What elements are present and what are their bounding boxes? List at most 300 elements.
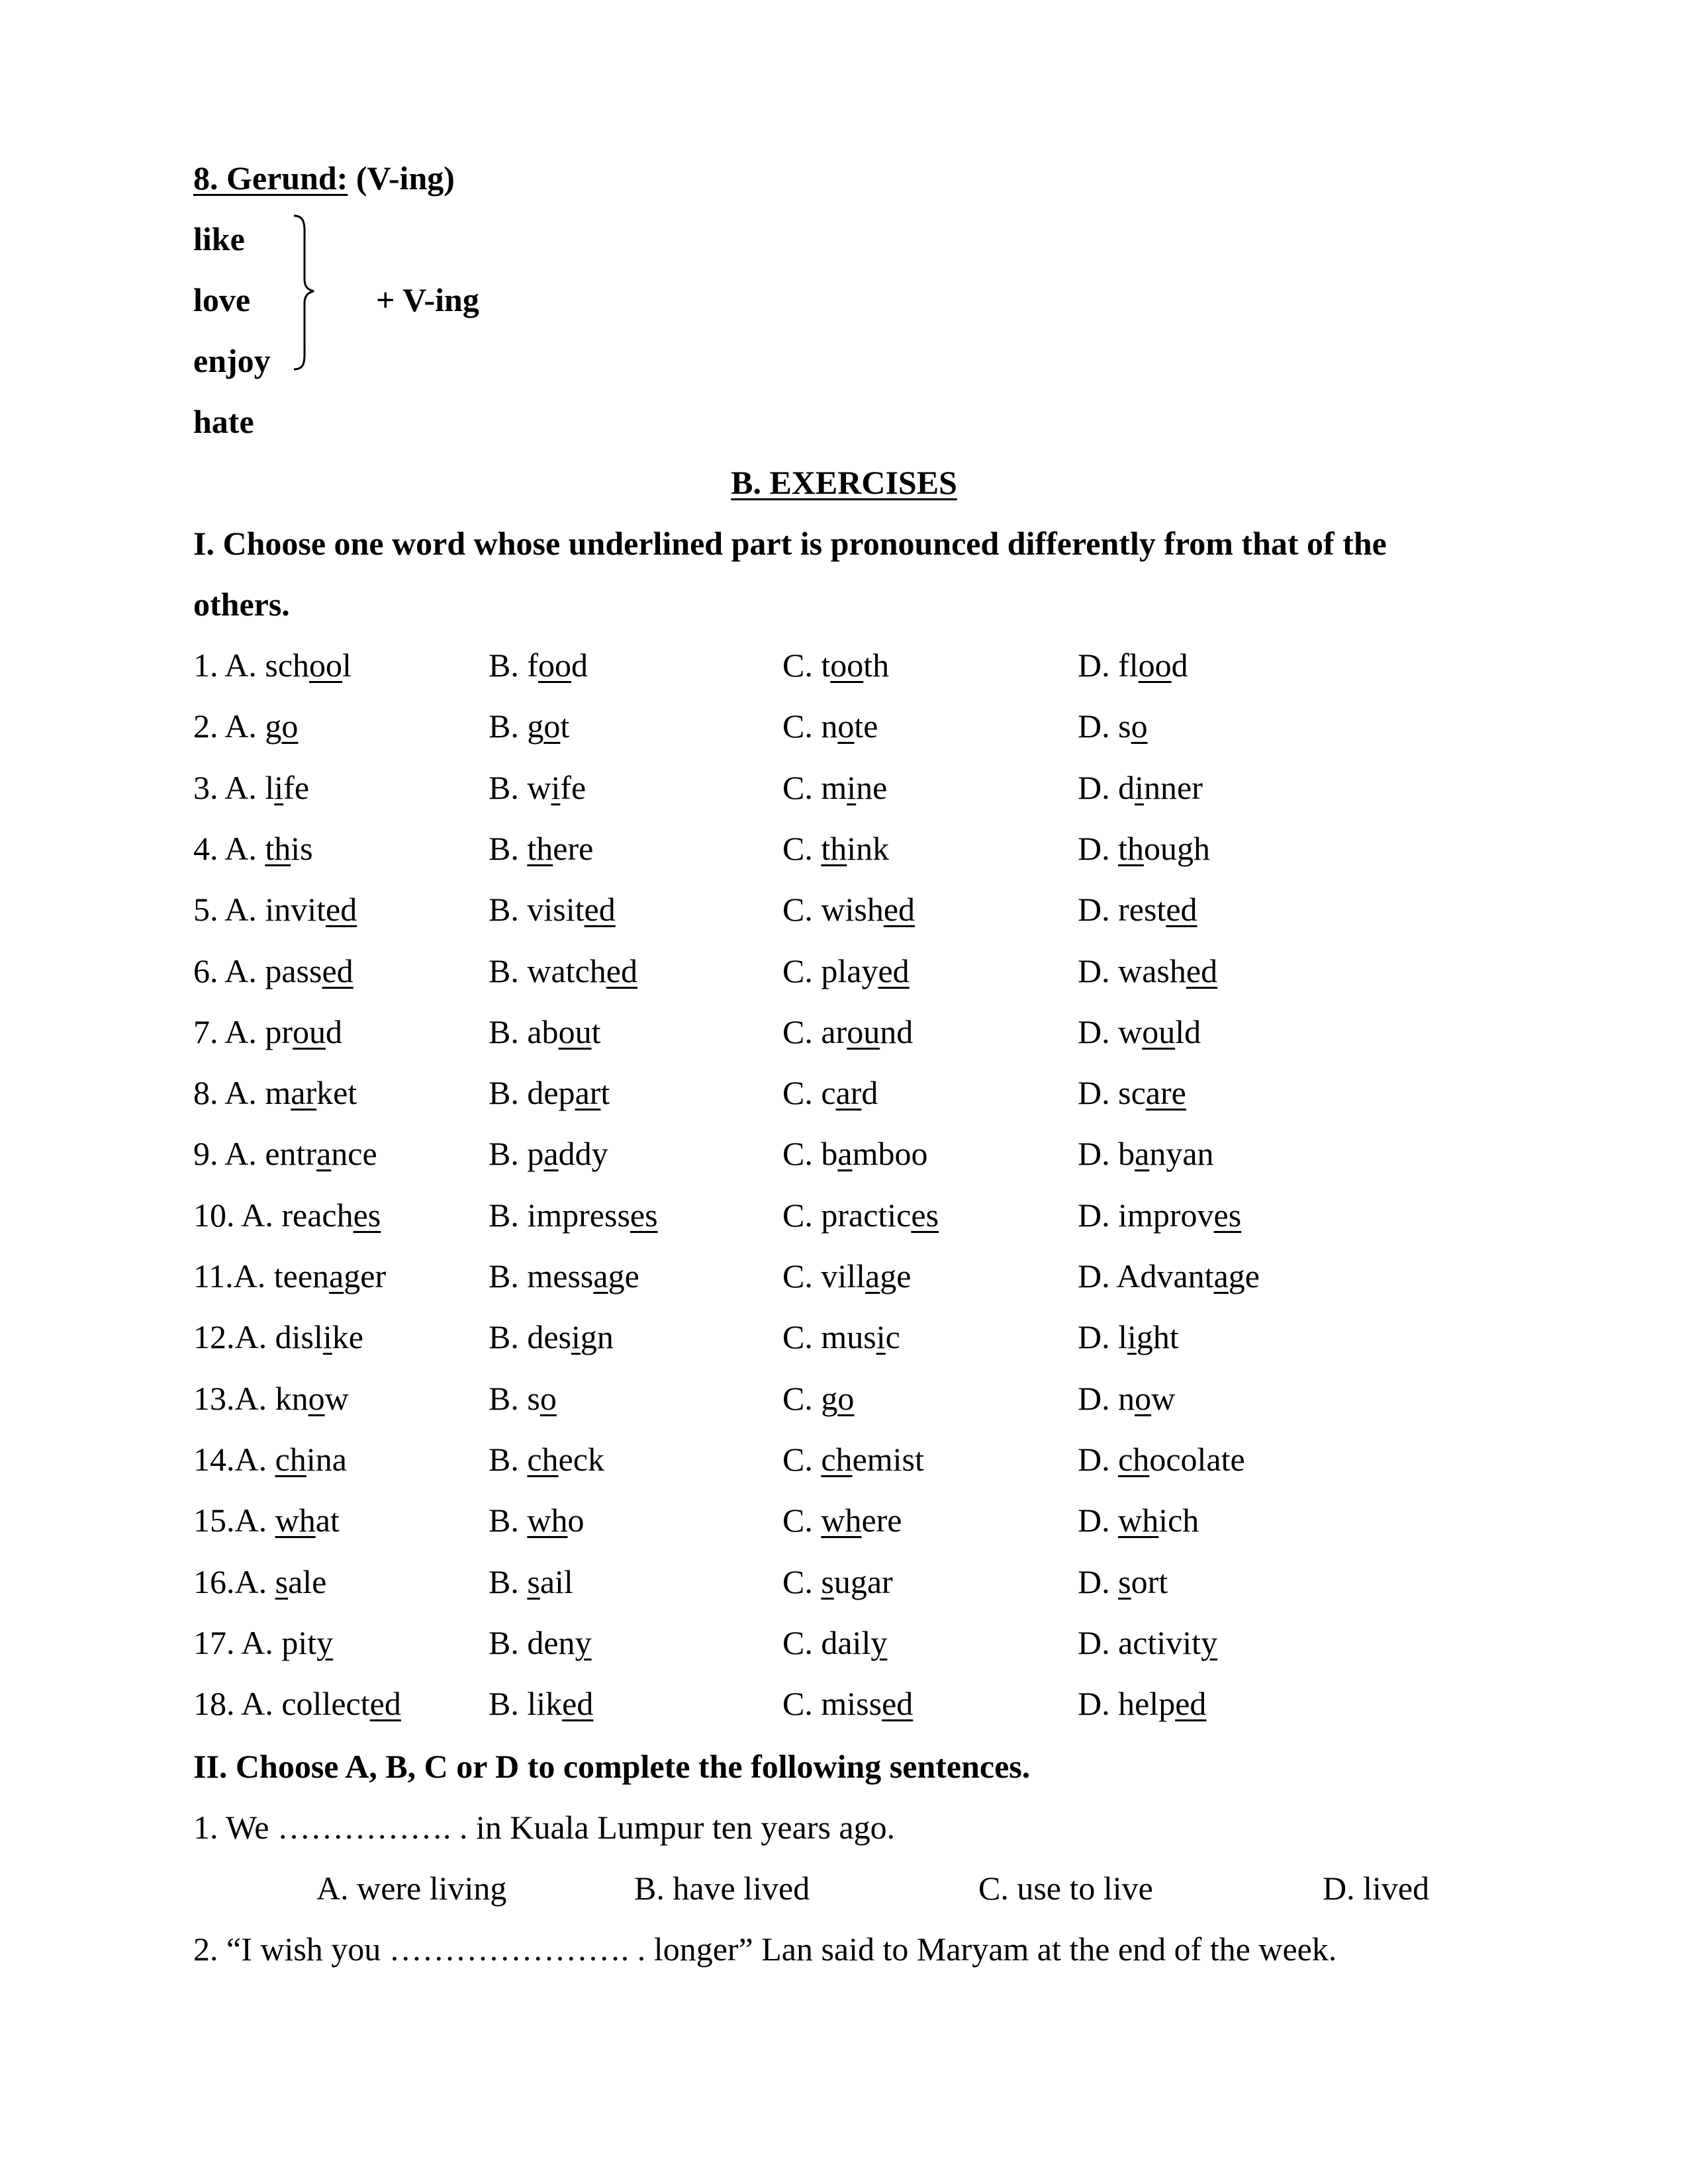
- underlined-part: i: [847, 769, 857, 806]
- question-number: 17.: [193, 1624, 242, 1661]
- underlined-part: ar: [835, 1074, 862, 1111]
- underlined-part: a: [316, 1135, 332, 1172]
- question-number: 18.: [193, 1685, 242, 1722]
- word-suffix: ght: [1136, 1318, 1179, 1355]
- question-number: 4.: [193, 830, 225, 867]
- row-2-option-a: [193, 709, 298, 743]
- word-suffix: te: [854, 707, 878, 745]
- word-prefix: den: [527, 1624, 575, 1661]
- option-letter: D.: [1078, 1441, 1119, 1478]
- question-number: 8.: [193, 1074, 225, 1111]
- row-6-option-a: [193, 954, 353, 987]
- underlined-part: i: [1135, 769, 1145, 806]
- underlined-part: y: [1201, 1624, 1218, 1661]
- word-prefix: c: [821, 1074, 836, 1111]
- row-10-option-b: [489, 1199, 658, 1232]
- word-suffix: fe: [283, 769, 310, 806]
- underlined-part: o: [539, 1380, 557, 1417]
- gerund-verb-love: love: [193, 281, 251, 318]
- underlined-part: i: [551, 769, 561, 806]
- underlined-part: ed: [882, 1685, 914, 1722]
- row-4-option-b: [489, 832, 593, 865]
- row-15-option-c: [782, 1504, 902, 1537]
- row-9-option-c: [782, 1137, 927, 1170]
- underlined-part: ar: [575, 1074, 601, 1111]
- exercises-heading: B. EXERCISES: [731, 464, 957, 501]
- word-suffix: d: [326, 1013, 343, 1050]
- underlined-part: ed: [606, 952, 637, 989]
- option-letter: C.: [782, 1441, 821, 1478]
- row-14-option-d: [1078, 1443, 1245, 1476]
- word-suffix: ger: [344, 1257, 387, 1295]
- word-suffix: t: [560, 707, 570, 745]
- word-suffix: gn: [580, 1318, 614, 1355]
- underlined-part: y: [575, 1624, 592, 1661]
- word-prefix: disl: [275, 1318, 323, 1355]
- question-number: 2.: [193, 707, 225, 745]
- word-suffix: ke: [332, 1318, 363, 1355]
- option-letter: D.: [1078, 1563, 1119, 1600]
- underlined-part: a: [865, 1257, 880, 1295]
- option-letter: B.: [489, 1502, 528, 1539]
- question-number: 15.: [193, 1502, 235, 1539]
- gerund-title-rest: (V-ing): [348, 159, 455, 197]
- row-11-option-c: [782, 1259, 911, 1293]
- q1-option-a: A. were living: [316, 1870, 507, 1907]
- word-prefix: play: [821, 952, 878, 989]
- word-suffix: nd: [880, 1013, 914, 1050]
- word-prefix: sch: [265, 647, 310, 684]
- word-prefix: s: [1118, 707, 1131, 745]
- underlined-part: a: [329, 1257, 344, 1295]
- option-letter: B.: [489, 830, 528, 867]
- word-suffix: nce: [331, 1135, 377, 1172]
- underlined-part: ch: [821, 1441, 853, 1478]
- word-suffix: w: [324, 1380, 349, 1417]
- word-prefix: activit: [1118, 1624, 1201, 1661]
- row-9-option-b: [489, 1137, 608, 1170]
- option-letter: C.: [782, 1380, 821, 1417]
- underlined-part: oo: [830, 647, 864, 684]
- underlined-part: are: [1145, 1074, 1186, 1111]
- word-prefix: kn: [275, 1380, 308, 1417]
- underlined-part: wh: [527, 1502, 568, 1539]
- underlined-part: a: [1135, 1135, 1150, 1172]
- underlined-part: o: [281, 707, 299, 745]
- underlined-part: ed: [1186, 952, 1218, 989]
- word-prefix: m: [821, 769, 847, 806]
- q1-option-c: C. use to live: [978, 1870, 1153, 1907]
- underlined-part: ed: [1166, 891, 1197, 928]
- word-prefix: collect: [281, 1685, 370, 1722]
- row-8-option-c: [782, 1076, 878, 1109]
- word-suffix: eck: [558, 1441, 604, 1478]
- row-11-option-b: [489, 1259, 639, 1293]
- option-letter: D.: [1078, 1685, 1119, 1722]
- word-prefix: ab: [527, 1013, 559, 1050]
- word-prefix: mess: [527, 1257, 594, 1295]
- row-2-option-d: [1078, 709, 1148, 743]
- row-7-option-a: [193, 1015, 342, 1048]
- underlined-part: es: [1213, 1197, 1242, 1234]
- underlined-part: i: [876, 1318, 886, 1355]
- section1-title-line2: others.: [193, 586, 290, 623]
- question-number: 10.: [193, 1197, 242, 1234]
- question-number: 11.: [193, 1257, 234, 1295]
- row-2-option-b: [489, 709, 569, 743]
- q1-option-d: D. lived: [1323, 1870, 1430, 1907]
- row-16-option-c: [782, 1565, 893, 1598]
- word-prefix: g: [821, 1380, 838, 1417]
- row-1-option-d: [1078, 649, 1188, 682]
- option-letter: B.: [489, 1563, 528, 1600]
- word-prefix: invit: [265, 891, 326, 928]
- word-prefix: pass: [265, 952, 322, 989]
- option-letter: C.: [782, 1135, 821, 1172]
- word-suffix: emist: [852, 1441, 924, 1478]
- row-11-option-a: [193, 1259, 386, 1293]
- word-prefix: b: [821, 1135, 838, 1172]
- option-letter: B.: [489, 1624, 528, 1661]
- option-letter: A.: [224, 891, 265, 928]
- row-4-option-c: [782, 832, 889, 865]
- word-suffix: ere: [553, 830, 594, 867]
- word-prefix: visit: [527, 891, 585, 928]
- word-prefix: wish: [821, 891, 884, 928]
- option-letter: B.: [489, 707, 528, 745]
- underlined-part: i: [274, 769, 284, 806]
- row-1-option-b: [489, 649, 588, 682]
- underlined-part: ch: [275, 1441, 306, 1478]
- option-letter: A.: [234, 1318, 275, 1355]
- row-2-option-c: [782, 709, 878, 743]
- row-17-option-c: [782, 1626, 887, 1659]
- word-prefix: l: [1118, 1318, 1128, 1355]
- word-suffix: ale: [288, 1563, 327, 1600]
- row-13-option-b: [489, 1382, 557, 1415]
- word-prefix: mus: [821, 1318, 876, 1355]
- word-suffix: ough: [1144, 830, 1211, 867]
- row-1-option-c: [782, 649, 889, 682]
- word-prefix: vill: [821, 1257, 866, 1295]
- row-7-option-c: [782, 1015, 913, 1048]
- row-3-option-b: [489, 771, 586, 804]
- underlined-part: a: [543, 1135, 559, 1172]
- option-letter: A.: [224, 769, 265, 806]
- option-letter: C.: [782, 1563, 821, 1600]
- row-7-option-d: [1078, 1015, 1201, 1048]
- word-prefix: teen: [273, 1257, 330, 1295]
- word-suffix: ocolate: [1149, 1441, 1245, 1478]
- word-suffix: d: [1171, 647, 1188, 684]
- option-letter: D.: [1078, 1074, 1119, 1111]
- word-prefix: miss: [821, 1685, 882, 1722]
- word-suffix: ket: [316, 1074, 357, 1111]
- underlined-part: ou: [1142, 1013, 1176, 1050]
- row-15-option-a: [193, 1504, 340, 1537]
- underlined-part: ed: [322, 952, 353, 989]
- option-letter: A.: [234, 1441, 275, 1478]
- option-letter: B.: [489, 1441, 528, 1478]
- row-16-option-d: [1078, 1565, 1168, 1598]
- underlined-part: th: [265, 830, 291, 867]
- word-suffix: ere: [861, 1502, 902, 1539]
- word-suffix: ge: [1228, 1257, 1260, 1295]
- row-9-option-a: [193, 1137, 377, 1170]
- word-prefix: l: [265, 769, 275, 806]
- word-suffix: d: [861, 1074, 878, 1111]
- word-suffix: ugar: [833, 1563, 893, 1600]
- row-18-option-c: [782, 1687, 913, 1720]
- option-letter: A.: [224, 1135, 265, 1172]
- word-prefix: b: [1118, 1135, 1135, 1172]
- row-12-option-d: [1078, 1320, 1179, 1353]
- word-suffix: t: [591, 1013, 601, 1050]
- option-letter: C.: [782, 952, 821, 989]
- word-suffix: ink: [847, 830, 890, 867]
- underlined-part: o: [308, 1380, 325, 1417]
- word-prefix: watch: [527, 952, 606, 989]
- word-prefix: pit: [281, 1624, 317, 1661]
- option-letter: D.: [1078, 1318, 1119, 1355]
- row-10-option-a: [193, 1199, 381, 1232]
- underlined-part: y: [870, 1624, 888, 1661]
- question-number: 3.: [193, 769, 225, 806]
- option-letter: D.: [1078, 952, 1119, 989]
- option-letter: B.: [489, 1257, 528, 1295]
- word-prefix: dep: [527, 1074, 575, 1111]
- option-letter: A.: [224, 1074, 265, 1111]
- underlined-part: wh: [821, 1502, 862, 1539]
- row-3-option-a: [193, 771, 309, 804]
- word-prefix: g: [265, 707, 282, 745]
- word-prefix: help: [1118, 1685, 1176, 1722]
- option-letter: C.: [782, 1502, 821, 1539]
- underlined-part: ed: [562, 1685, 594, 1722]
- word-prefix: reach: [281, 1197, 353, 1234]
- word-suffix: fe: [560, 769, 586, 806]
- row-12-option-b: [489, 1320, 614, 1353]
- underlined-part: a: [837, 1135, 853, 1172]
- option-letter: B.: [489, 1380, 528, 1417]
- word-prefix: des: [527, 1318, 572, 1355]
- word-suffix: ddy: [558, 1135, 608, 1172]
- underlined-part: a: [1213, 1257, 1229, 1295]
- underlined-part: th: [821, 830, 847, 867]
- underlined-part: s: [821, 1563, 834, 1600]
- row-14-option-c: [782, 1443, 924, 1476]
- gerund-title: [193, 161, 455, 195]
- underlined-part: wh: [275, 1502, 316, 1539]
- row-17-option-b: [489, 1626, 592, 1659]
- question-number: 12.: [193, 1318, 235, 1355]
- question-number: 9.: [193, 1135, 225, 1172]
- row-10-option-c: [782, 1199, 939, 1232]
- question-number: 5.: [193, 891, 225, 928]
- underlined-part: s: [275, 1563, 289, 1600]
- option-letter: C.: [782, 1013, 821, 1050]
- underlined-part: ou: [847, 1013, 880, 1050]
- row-3-option-c: [782, 771, 887, 804]
- row-4-option-a: [193, 832, 313, 865]
- underlined-part: ar: [291, 1074, 317, 1111]
- underlined-part: oo: [538, 647, 572, 684]
- option-letter: D.: [1078, 769, 1119, 806]
- option-letter: D.: [1078, 1624, 1119, 1661]
- option-letter: D.: [1078, 1257, 1117, 1295]
- row-15-option-d: [1078, 1504, 1199, 1537]
- option-letter: B.: [489, 1318, 528, 1355]
- word-suffix: ail: [539, 1563, 573, 1600]
- option-letter: A.: [241, 1197, 282, 1234]
- row-3-option-d: [1078, 771, 1203, 804]
- underlined-part: y: [316, 1624, 334, 1661]
- option-letter: D.: [1078, 1013, 1119, 1050]
- option-letter: D.: [1078, 830, 1119, 867]
- underlined-part: oo: [309, 647, 343, 684]
- option-letter: C.: [782, 1318, 821, 1355]
- word-suffix: ge: [880, 1257, 912, 1295]
- word-prefix: improv: [1118, 1197, 1214, 1234]
- option-letter: C.: [782, 769, 821, 806]
- row-1-option-a: [193, 649, 352, 682]
- row-18-option-a: [193, 1687, 401, 1720]
- word-suffix: is: [291, 830, 313, 867]
- word-suffix: o: [567, 1502, 585, 1539]
- word-prefix: entr: [265, 1135, 317, 1172]
- underlined-part: ed: [584, 891, 616, 928]
- word-prefix: n: [1118, 1380, 1135, 1417]
- word-prefix: w: [1118, 1013, 1143, 1050]
- row-12-option-a: [193, 1320, 363, 1353]
- word-prefix: sc: [1118, 1074, 1146, 1111]
- row-10-option-d: [1078, 1199, 1241, 1232]
- option-letter: A.: [234, 1380, 275, 1417]
- underlined-part: ou: [293, 1013, 326, 1050]
- option-letter: A.: [234, 1563, 275, 1600]
- word-prefix: Advant: [1116, 1257, 1214, 1295]
- row-4-option-d: [1078, 832, 1210, 865]
- underlined-part: th: [527, 830, 553, 867]
- question-number: 14.: [193, 1441, 235, 1478]
- question-2: 2. “I wish you …………………. . longer” Lan said to Maryam at the end of the week.: [193, 1931, 1337, 1968]
- underlined-part: o: [1135, 1380, 1152, 1417]
- underlined-part: es: [911, 1197, 939, 1234]
- underlined-part: ch: [1118, 1441, 1150, 1478]
- gerund-title-number: 8. Gerund:: [193, 159, 348, 197]
- option-letter: B.: [489, 1135, 528, 1172]
- word-suffix: ld: [1175, 1013, 1201, 1050]
- row-13-option-c: [782, 1382, 854, 1415]
- option-letter: C.: [782, 647, 821, 684]
- row-14-option-b: [489, 1443, 604, 1476]
- word-suffix: at: [315, 1502, 340, 1539]
- row-7-option-b: [489, 1015, 600, 1048]
- question-1: 1. We ……………. . in Kuala Lumpur ten years ago.: [193, 1809, 896, 1846]
- row-11-option-d: [1078, 1259, 1260, 1293]
- word-prefix: w: [527, 769, 551, 806]
- underlined-part: o: [837, 1380, 855, 1417]
- row-17-option-a: [193, 1626, 333, 1659]
- option-letter: D.: [1078, 1197, 1119, 1234]
- word-suffix: d: [571, 647, 588, 684]
- question-number: 1.: [193, 647, 225, 684]
- option-letter: A.: [224, 830, 265, 867]
- underlined-part: i: [322, 1318, 332, 1355]
- option-letter: C.: [782, 707, 821, 745]
- underlined-part: i: [1127, 1318, 1137, 1355]
- underlined-part: ou: [558, 1013, 592, 1050]
- row-5-option-b: [489, 893, 616, 926]
- underlined-part: th: [1118, 830, 1145, 867]
- gerund-verb-enjoy: enjoy: [193, 342, 271, 379]
- question-number: 16.: [193, 1563, 235, 1600]
- word-prefix: lik: [527, 1685, 563, 1722]
- row-6-option-b: [489, 954, 637, 987]
- underlined-part: es: [353, 1197, 381, 1234]
- word-suffix: nner: [1144, 769, 1203, 806]
- option-letter: D.: [1078, 1135, 1119, 1172]
- underlined-part: ed: [1175, 1685, 1207, 1722]
- word-prefix: f: [527, 647, 539, 684]
- underlined-part: o: [543, 707, 561, 745]
- row-16-option-b: [489, 1565, 573, 1598]
- row-12-option-c: [782, 1320, 900, 1353]
- option-letter: C.: [782, 830, 821, 867]
- option-letter: A.: [224, 707, 265, 745]
- option-letter: B.: [489, 769, 528, 806]
- row-8-option-a: [193, 1076, 357, 1109]
- option-letter: C.: [782, 891, 821, 928]
- row-18-option-d: [1078, 1687, 1206, 1720]
- row-6-option-c: [782, 954, 910, 987]
- row-17-option-d: [1078, 1626, 1217, 1659]
- option-letter: B.: [489, 647, 528, 684]
- row-8-option-d: [1078, 1076, 1186, 1109]
- word-prefix: dail: [821, 1624, 871, 1661]
- option-letter: A.: [241, 1624, 282, 1661]
- option-letter: B.: [489, 1013, 528, 1050]
- row-6-option-d: [1078, 954, 1217, 987]
- gerund-verb-like: like: [193, 220, 245, 257]
- row-15-option-b: [489, 1504, 584, 1537]
- underlined-part: ed: [883, 891, 915, 928]
- option-letter: D.: [1078, 891, 1119, 928]
- option-letter: A.: [234, 1502, 275, 1539]
- word-prefix: d: [1118, 769, 1135, 806]
- option-letter: D.: [1078, 1502, 1119, 1539]
- word-suffix: c: [885, 1318, 900, 1355]
- word-suffix: l: [342, 647, 352, 684]
- word-prefix: m: [265, 1074, 291, 1111]
- word-prefix: impress: [527, 1197, 630, 1234]
- word-prefix: t: [821, 647, 831, 684]
- option-letter: C.: [782, 1257, 821, 1295]
- question-number: 13.: [193, 1380, 235, 1417]
- word-prefix: wash: [1118, 952, 1186, 989]
- option-letter: B.: [489, 1685, 528, 1722]
- word-suffix: ge: [608, 1257, 639, 1295]
- word-prefix: ar: [821, 1013, 847, 1050]
- option-letter: A.: [224, 647, 265, 684]
- row-5-option-c: [782, 893, 915, 926]
- underlined-part: ed: [878, 952, 910, 989]
- option-letter: B.: [489, 1074, 528, 1111]
- option-letter: A.: [241, 1685, 282, 1722]
- word-suffix: t: [600, 1074, 610, 1111]
- underlined-part: s: [527, 1563, 540, 1600]
- row-5-option-d: [1078, 893, 1197, 926]
